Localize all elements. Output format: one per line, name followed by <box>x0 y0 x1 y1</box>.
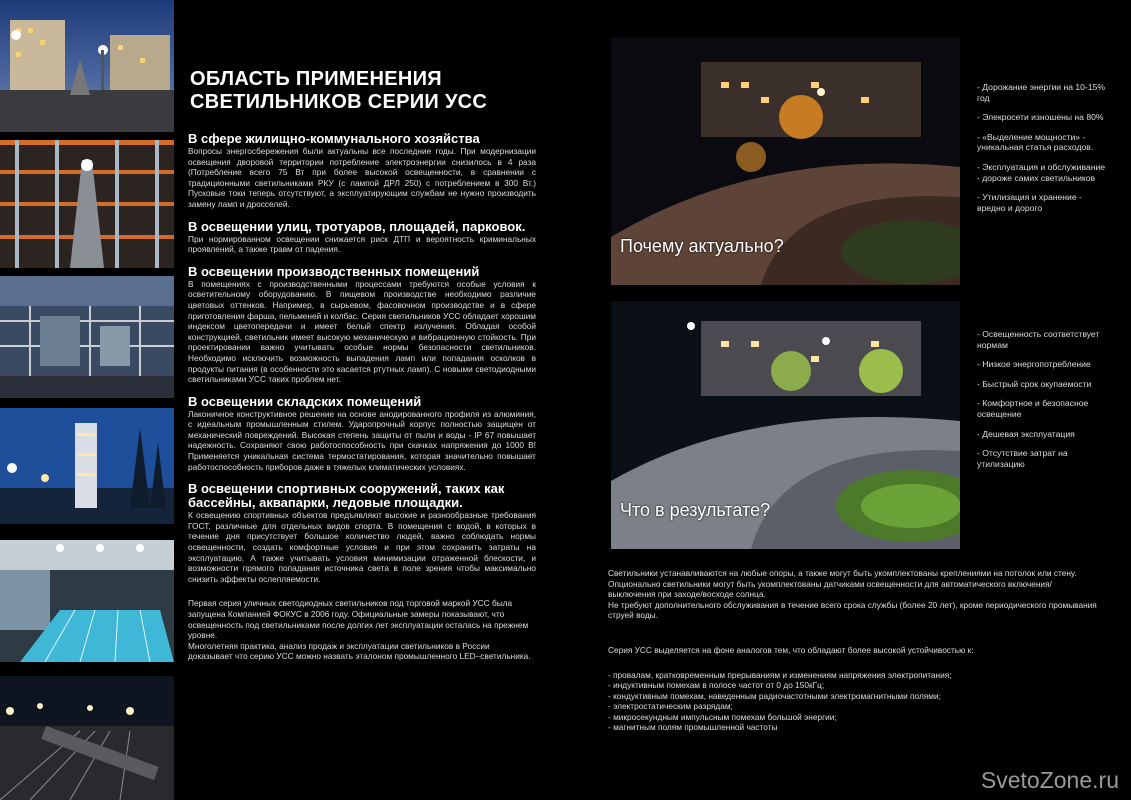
left-text-column <box>188 68 536 662</box>
list-item: - микросекундным импульсным помехам большой энергии; <box>608 711 837 722</box>
photo-night-tower <box>0 408 174 524</box>
list-item: - индуктивным помехам в полосе частот от 0 до 150кГц; <box>608 680 825 690</box>
list-item: - магнитным полям промышленной частоты <box>608 722 778 732</box>
list-item: - Быстрый срок окупаемости <box>977 378 1092 389</box>
section-heading: В освещении складских помещений <box>188 393 422 409</box>
list-item: - «Выделение мощности» - уникальная статья расходов. <box>977 131 1094 153</box>
title-line-1: ОБЛАСТЬ ПРИМЕНЕНИЯ <box>190 68 442 90</box>
panel-caption-result: Что в результате? <box>620 500 771 520</box>
section-body: К освещению спортивных объектов предъявляют высокие и разнообразные требования ГОСТ, различные для отдельных видов спорта. В помещения с водой, в которых в течение дня присутствует большое количество людей, важно соблюдать нормы освещенности, создать комфортные условия и при этом сохранить затраты на эксплуатацию. А также учитывать условия минимизации отраженной блескости, и возможности прямого попадания источника света в поле зрения чтобы максимально снизить эффекты ослепляемости. <box>188 510 536 584</box>
list-item: - Дешевая эксплуатация <box>977 428 1075 439</box>
stability-intro: Серия УСС выделяется на фоне аналогов тем, что обладают более высокой устойчивостью к: <box>608 645 974 655</box>
list-item: - провалам, кратковременным прерываниям и изменениям напряжения электропитания; <box>608 669 952 680</box>
list-item: - Низкое энергопотребление <box>977 359 1091 370</box>
list-item: - Элекросети изношены на 80% <box>977 112 1104 123</box>
list-item: - Утилизация и хранение - вредно и дорого <box>977 192 1082 213</box>
photo-parking-before <box>611 37 960 285</box>
list-item: - Комфортное и безопасное освещение <box>977 398 1089 419</box>
reasons-list <box>977 82 1107 222</box>
list-item: - кондуктивным помехам, наведенным радиочастотными электромагнитными полями; <box>608 690 941 701</box>
section-heading: В освещении улиц, тротуаров, площадей, парковок. <box>188 218 526 234</box>
results-list <box>977 329 1107 478</box>
section-warehouse <box>188 395 536 473</box>
watermark: SvetoZone.ru <box>980 767 1119 793</box>
section-production <box>188 265 536 385</box>
installation-text <box>608 568 1098 621</box>
section-body: Лаконичное конструктивное решение на основе анодированного профиля из алюминия, с идеальным промышленным стилем. Ударопрочный корпус полностью защищен от механический повреждений. Высокая степень защиты от пыли и воды - IP 67 повышает надежность. Сохраняют свою работоспособность при скачках напряжения до 1000 В! Применяется уникальная система термостатирования, которая значительно повышает работоспособность приборов даже в тяжелых климатических условиях. <box>188 408 536 472</box>
section-housing <box>188 132 536 210</box>
list-item: - Дорожание энергии на 10-15% год <box>977 82 1105 103</box>
page-title <box>190 68 536 114</box>
photo-rail-yard <box>0 676 174 800</box>
photo-parking-after <box>611 301 960 549</box>
list-item: - Эксплуатация и обслуживание - дороже самих светильников <box>977 161 1106 183</box>
photo-warehouse-racks <box>0 140 174 268</box>
photo-industrial-plant <box>0 276 174 398</box>
install-paragraph: Не требуют дополнительного обслуживания в течение всего срока службы (более 20 лет), кроме периодического промывания струей воды. <box>608 599 1097 620</box>
section-heading: В освещении производственных помещений <box>188 263 480 279</box>
photo-swimming-pool <box>0 540 174 662</box>
list-item: - Освещенность соответствует нормам <box>977 329 1100 350</box>
list-item: - электростатическим разрядам; <box>608 701 733 711</box>
section-streets <box>188 220 536 255</box>
title-line-2: СВЕТИЛЬНИКОВ СЕРИИ УСС <box>190 91 488 113</box>
photo-column <box>0 0 174 800</box>
section-body: В помещениях с производственными процессами требуются особые условия к осветительному оборудованию. В пищевом производстве необходимо различие цветовых оттенков. Например, в сырьевом, фасовочном производстве и в сфере приготовления фарша, пельменей и колбас. Серия светильников УСС обладает хорошим индексом цветопередачи и имеет белый спектр излучения. Обладая особой конструкцией, светильник имеет высокую механическую и вибрационную стойкость. При проектировании важно учитывать особые нормы безопасности светильников. Необходимо исключить возможность выпадения ламп или попадания осколков в продукты питания (в особенности это касается ртутных ламп). С новыми светодиодными светильниками УСС таких проблем нет. <box>188 278 536 385</box>
stability-text <box>608 645 1098 733</box>
section-sports <box>188 482 536 584</box>
list-item: - Отсутствие затрат на утилизацию <box>977 448 1068 469</box>
section-body: Вопросы энергосбережения были актуальны все последние годы. При модернизации освещения дворовой территории потребление электроэнергии снизилось в 4 раза (Потребление всего 75 Вт при более высокой освещенности, в сравнении с традиционными светильниками РКУ (с лампой ДРЛ 250) с потреблением в 300 Вт.) Пусковые токи теперь отсутствуют, а эксплуатирующим службам не нужно производить замену ламп и дросселей. <box>188 146 536 209</box>
panel-caption-why: Почему актуально? <box>620 236 784 256</box>
section-heading: В освещении спортивных сооружений, таких как бассейны, аквапарки, ледовые площадки. <box>188 481 505 511</box>
install-paragraph: Светильники устанавливаются на любые опоры, а также могут быть укомплектованы креплениями на потолок или стену. Опционально светильники могут быть укомплектованы датчиками освещенности для автоматического включения/выключения при заходе/восходе солнца. <box>608 568 1077 599</box>
photo-residential-courtyard <box>0 0 174 132</box>
closing-paragraph: Многолетняя практика, анализ продаж и эксплуатации светильников в России доказывает что серию УСС можно назвать эталоном промышленного LED–светильника. <box>188 640 531 662</box>
closing-note <box>188 598 536 662</box>
section-body: При нормированном освещении снижается риск ДТП и вероятность криминальных проявлений, а также травм от падения. <box>188 233 536 255</box>
section-heading: В сфере жилищно-коммунального хозяйства <box>188 131 480 146</box>
closing-paragraph: Первая серия уличных светодиодных светильников под торговой маркой УСС была запущена Компанией ФОКУС в 2006 году. Официальные замеры показывают, что освещенность под светильниками после долгих лет эксплуатации осталась на прежнем уровне. <box>188 598 529 641</box>
